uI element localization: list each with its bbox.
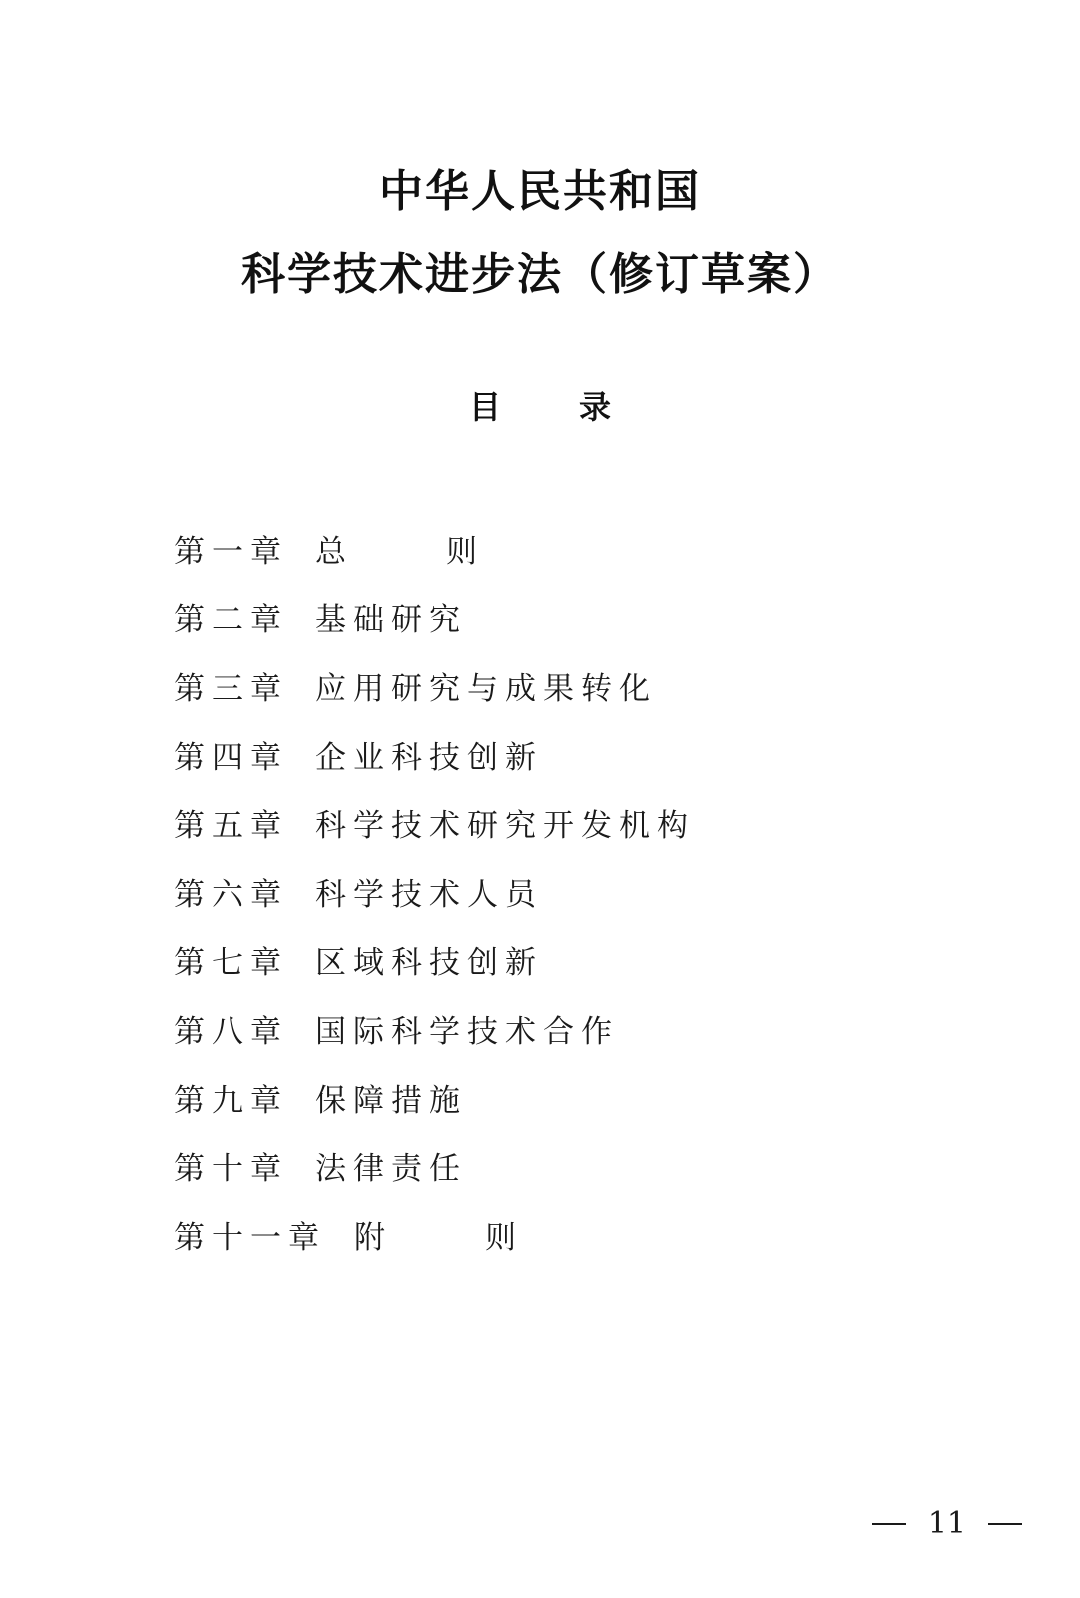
toc-chapter-title: 附则 <box>354 1219 616 1256</box>
toc-item <box>174 1200 934 1269</box>
page-number: 11 <box>927 1506 966 1541</box>
toc-chapter-number: 第一章 <box>174 533 288 570</box>
toc-chapter-title: 区域科技创新 <box>315 945 543 982</box>
toc-chapter-number: 第九章 <box>174 1082 288 1119</box>
toc-item <box>174 514 934 583</box>
toc-chapter-title: 基础研究 <box>315 602 467 639</box>
toc-chapter-title: 科学技术人员 <box>315 876 543 913</box>
toc-chapter-title: 总则 <box>315 533 577 570</box>
toc-item <box>174 926 934 995</box>
toc-chapter-number: 第十章 <box>174 1151 288 1188</box>
table-of-contents <box>174 514 934 1269</box>
toc-chapter-number: 第七章 <box>174 945 288 982</box>
toc-chapter-title: 科学技术研究开发机构 <box>315 808 695 845</box>
toc-chapter-number: 第八章 <box>174 1013 288 1050</box>
toc-chapter-number: 第三章 <box>174 670 288 707</box>
page-number-dash-right <box>988 1523 1022 1525</box>
toc-chapter-number: 第十一章 <box>174 1219 326 1256</box>
toc-chapter-number: 第六章 <box>174 876 288 913</box>
toc-item <box>174 788 934 857</box>
document-title-line-1: 中华人民共和国 <box>379 166 701 217</box>
toc-heading: 目录 <box>468 388 689 426</box>
toc-chapter-number: 第五章 <box>174 808 288 845</box>
toc-chapter-number: 第二章 <box>174 602 288 639</box>
toc-item <box>174 994 934 1063</box>
page-number-footer <box>872 1506 1022 1541</box>
document-title-line-2: 科学技术进步法（修订草案） <box>241 249 839 300</box>
toc-chapter-title: 企业科技创新 <box>315 739 543 776</box>
toc-chapter-number: 第四章 <box>174 739 288 776</box>
toc-item <box>174 651 934 720</box>
page-number-dash-left <box>872 1523 906 1525</box>
toc-item <box>174 1131 934 1200</box>
toc-chapter-title: 保障措施 <box>315 1082 467 1119</box>
toc-chapter-title: 应用研究与成果转化 <box>315 670 657 707</box>
toc-item <box>174 857 934 926</box>
toc-item <box>174 720 934 789</box>
toc-item <box>174 1063 934 1132</box>
toc-item <box>174 583 934 652</box>
toc-chapter-title: 法律责任 <box>315 1151 467 1188</box>
toc-chapter-title: 国际科学技术合作 <box>315 1013 619 1050</box>
